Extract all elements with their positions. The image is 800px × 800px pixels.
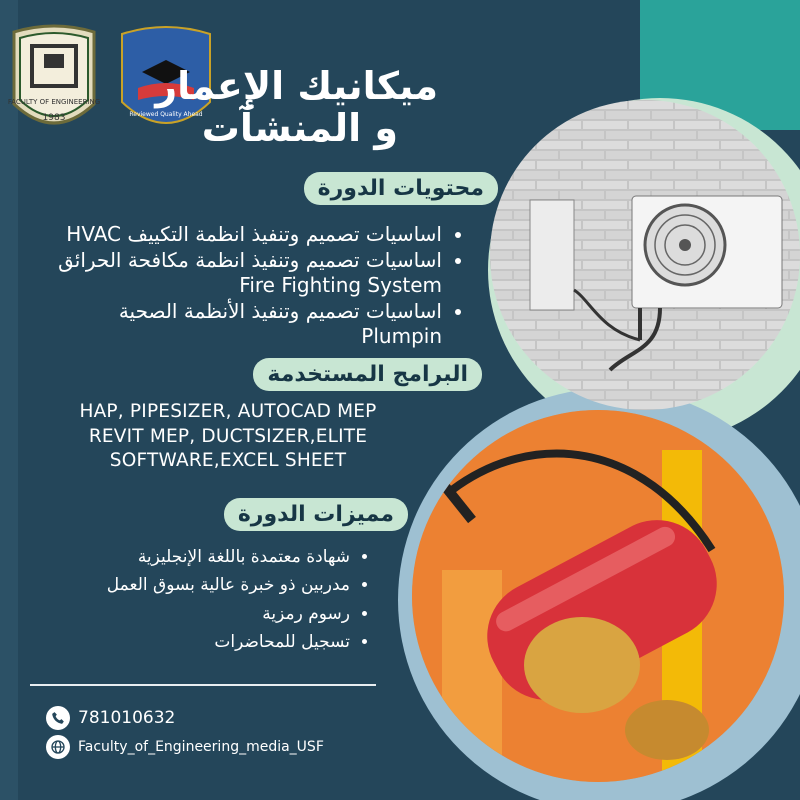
course-contents-list: [2, 222, 464, 350]
list-item-english: Plumpin: [361, 323, 442, 348]
fire-extinguisher-photo: [412, 410, 784, 782]
software-line: SOFTWARE,EXCEL SHEET: [109, 450, 347, 472]
list-item: [2, 248, 442, 297]
brick-wall-illustration: [490, 100, 800, 410]
title-line-1: ميكانيك الإعمار: [155, 64, 438, 108]
web-handle: Faculty_of_Engineering_media_USF: [78, 739, 324, 755]
list-item-text: اساسيات تصميم وتنفيذ انظمة التكييف HVAC: [66, 222, 442, 246]
divider: [30, 684, 376, 686]
web-contact[interactable]: [46, 735, 324, 759]
list-item: • رسوم رمزية: [10, 601, 350, 627]
features-list: [10, 544, 372, 657]
software-line: HAP, PIPESIZER, AUTOCAD MEP: [79, 401, 377, 422]
list-item-text: اساسيات تصميم وتنفيذ انظمة مكافحة الحرائق: [58, 248, 442, 273]
features-heading: مميزات الدورة: [224, 498, 408, 531]
page-title: [155, 66, 438, 150]
list-item: • شهادة معتمدة باللغة الإنجليزية: [10, 544, 350, 570]
software-heading: البرامج المستخدمة: [253, 358, 482, 391]
phone-contact[interactable]: [46, 706, 175, 730]
list-item-english: Fire Fighting System: [239, 272, 442, 297]
faculty-logo-text: FACULTY OF ENGINEERING: [8, 98, 100, 106]
software-line: REVIT MEP, DUCTSIZER,ELITE: [88, 425, 368, 447]
globe-icon: [46, 735, 70, 759]
faculty-logo-year: 1983: [42, 113, 66, 123]
course-contents-heading: محتويات الدورة: [304, 172, 498, 205]
title-line-2: و المنشآت: [201, 105, 398, 150]
faculty-logo: [8, 24, 100, 134]
list-item-text: اساسيات تصميم وتنفيذ الأنظمة الصحية: [118, 299, 442, 324]
list-item: • مدربين ذو خبرة عالية بسوق العمل: [10, 572, 350, 598]
software-list: [48, 400, 408, 474]
air-conditioner-photo: [490, 100, 800, 410]
list-item: • تسجيل للمحاضرات: [10, 629, 350, 655]
university-seal-text: Reviewed Quality Ahead: [129, 111, 203, 118]
list-item: [2, 222, 442, 246]
list-item: [2, 299, 442, 348]
phone-icon: [46, 706, 70, 730]
phone-number: 781010632: [78, 708, 176, 728]
firefighter-illustration: [412, 410, 784, 782]
